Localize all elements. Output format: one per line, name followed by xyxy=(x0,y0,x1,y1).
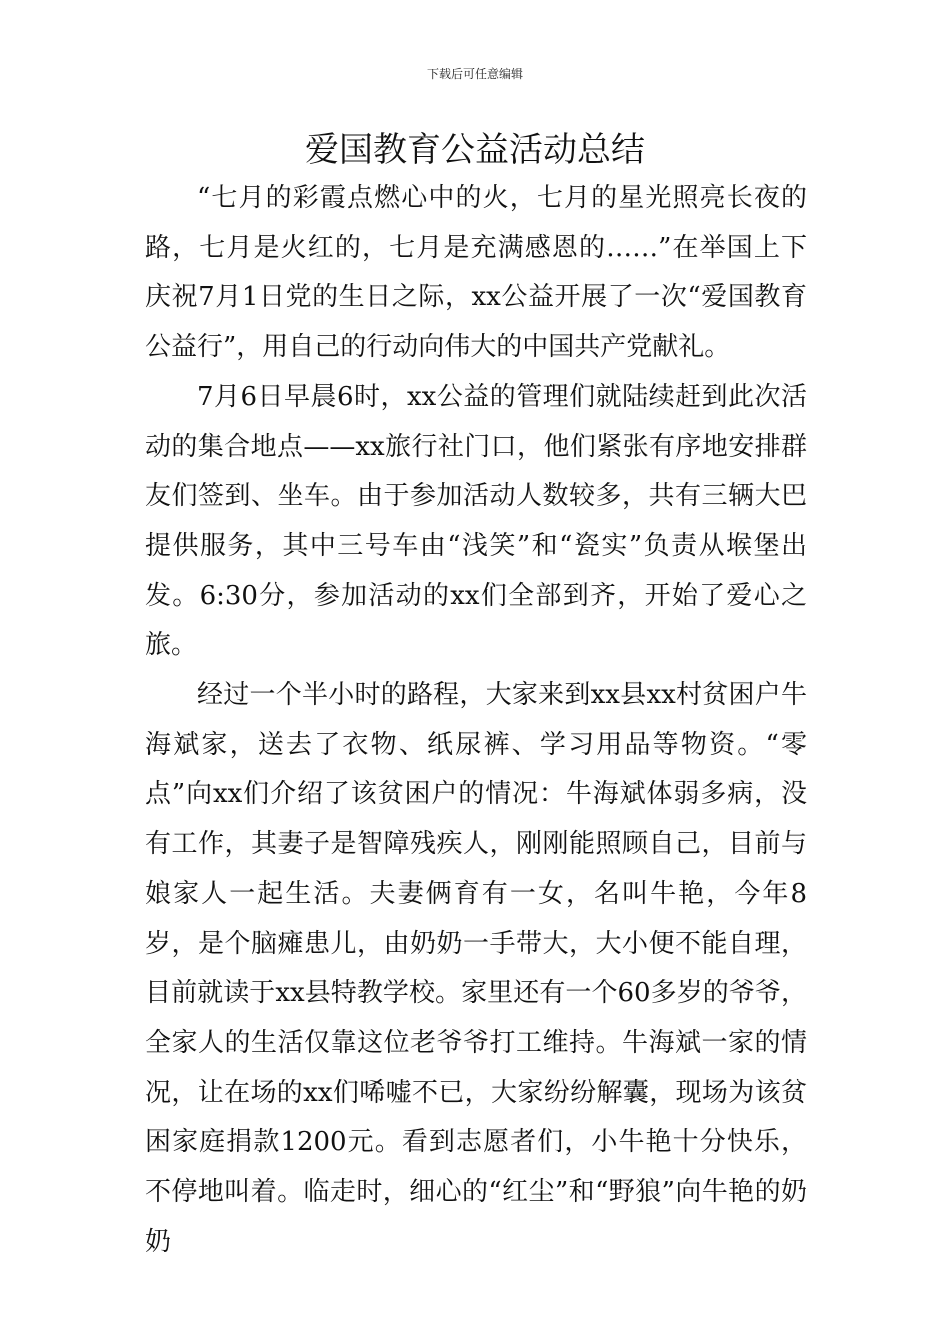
header-note: 下载后可任意编辑 xyxy=(426,67,523,81)
paragraph-2: 7月6日早晨6时，xx公益的管理们就陆续赶到此次活动的集合地点——xx旅行社门口，他们紧张有序地安排群友们签到、坐车。由于参加活动人数较多，共有三辆大巴提供服务，其中三号车由“浅笑”和“瓷实”负责从堠堡出发。6:30分，参加活动的xx们全部到齐，开始了爱心之旅。 xyxy=(145,381,807,661)
paragraph-3: 经过一个半小时的路程，大家来到xx县xx村贫困户牛海斌家，送去了衣物、纸尿裤、学习用品等物资。“零点”向xx们介绍了该贫困户的情况：牛海斌体弱多病，没有工作，其妻子是智障残疾人，刚刚能照顾自己，目前与娘家人一起生活。夫妻俩育有一女，名叫牛艳，今年8岁，是个脑瘫患儿，由奶奶一手带大，大小便不能自理，目前就读于xx县特教学校。家里还有一个60多岁的爷爷，全家人的生活仅靠这位老爷爷打工维持。牛海斌一家的情况，让在场的xx们唏嘘不已，大家纷纷解囊，现场为该贫困家庭捐款1200元。看到志愿者们，小牛艳十分快乐，不停地叫着。临走时，细心的“红尘”和“野狼”向牛艳的奶奶 xyxy=(145,680,807,1257)
paragraph-1: “七月的彩霞点燃心中的火，七月的星光照亮长夜的路，七月是火红的，七月是充满感恩的……”在举国上下庆祝7月1日党的生日之际，xx公益开展了一次“爱国教育公益行”，用自己的行动向伟大的中国共产党献礼。 xyxy=(145,183,807,363)
document-title: 爱国教育公益活动总结 xyxy=(305,130,645,170)
document-body xyxy=(145,174,807,1267)
